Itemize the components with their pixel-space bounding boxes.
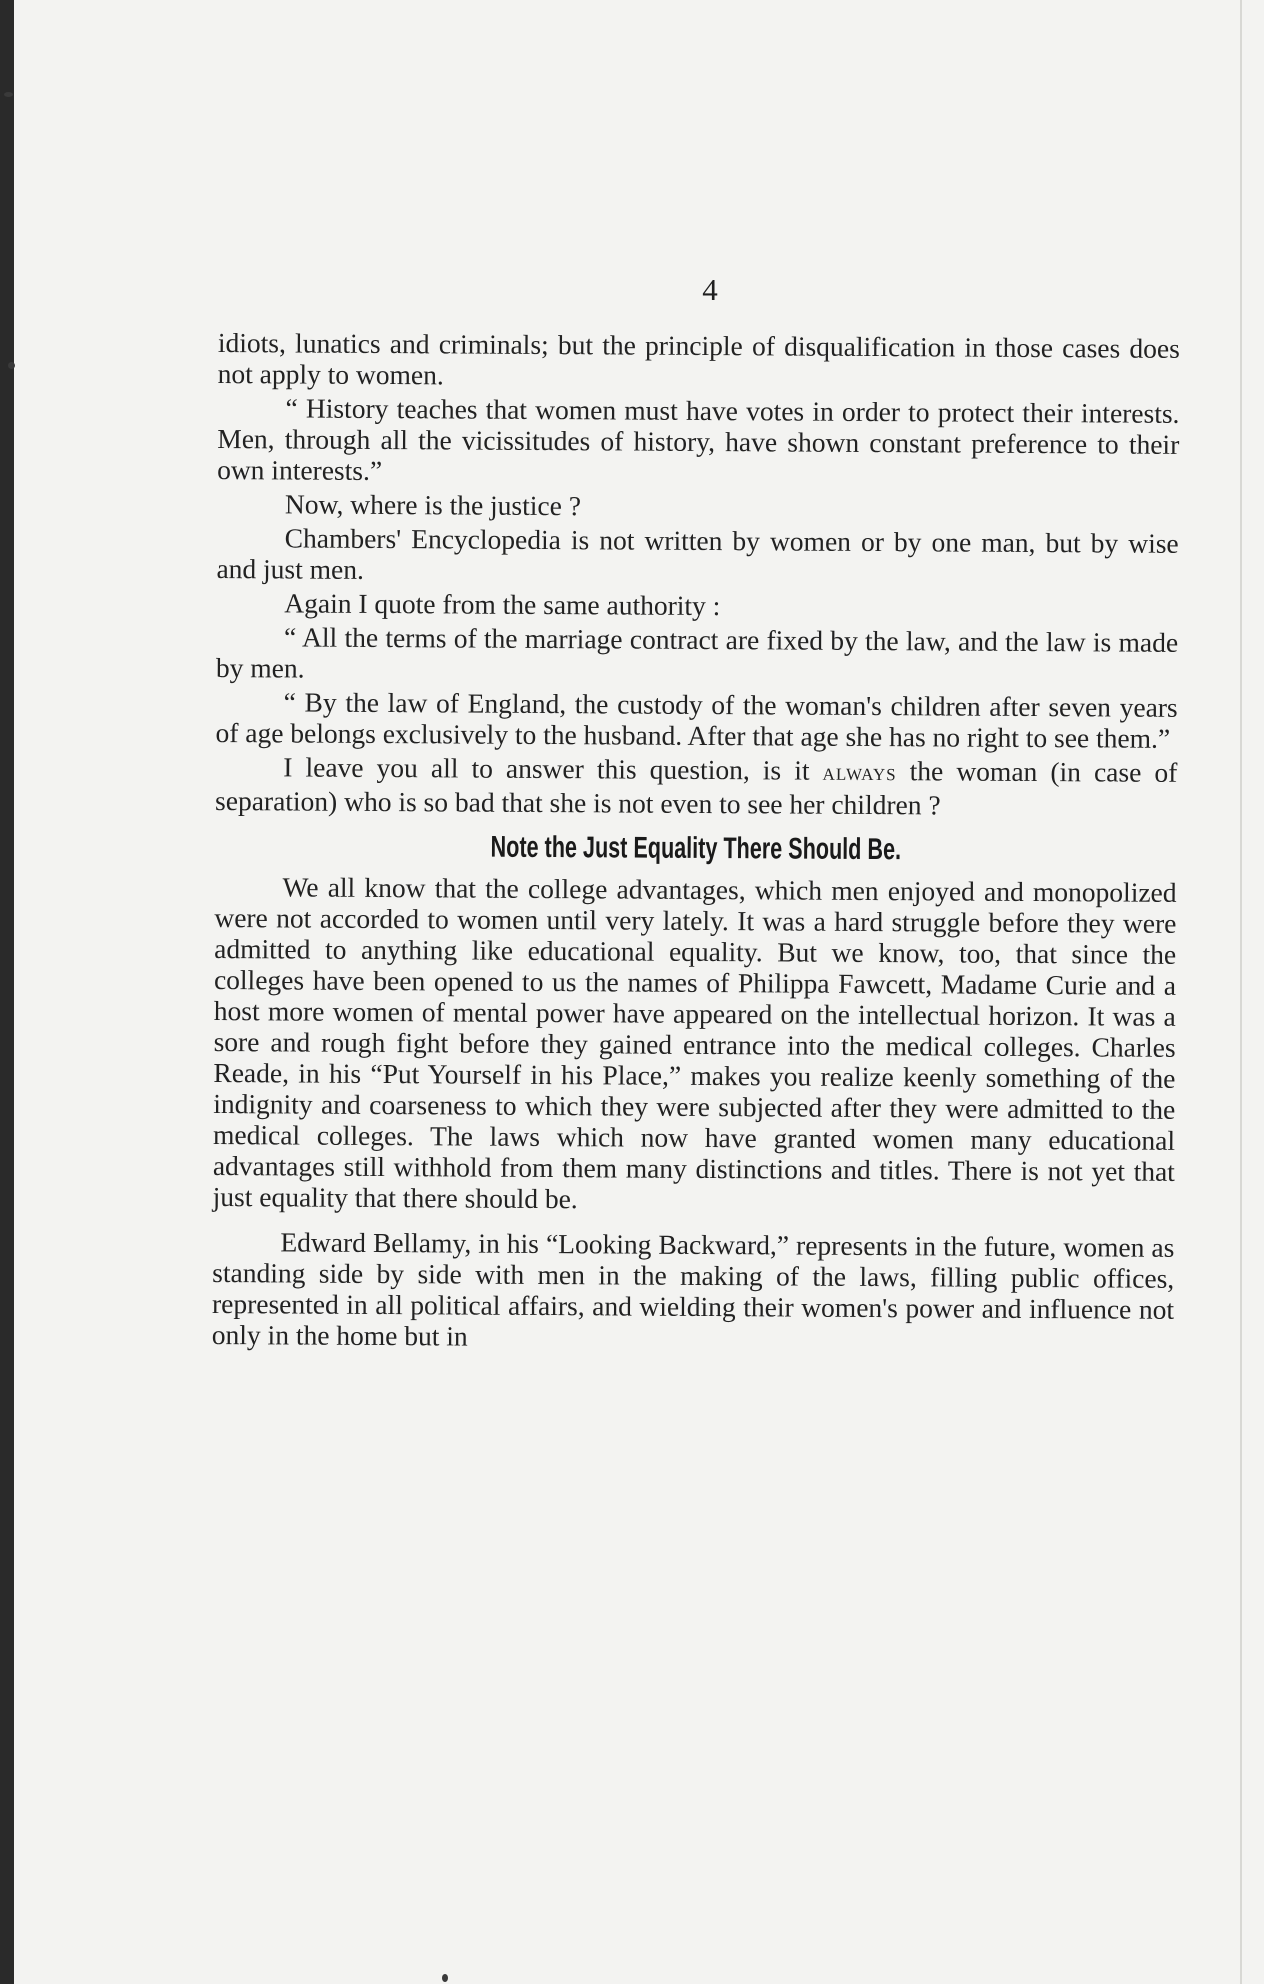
paragraph: Again I quote from the same authority : [284,587,721,622]
paragraph: “ By the law of England, the custody of the woman's children after seven years of age belongs exclusively to the husband. After that age she has no right to see them.” [215,686,1178,754]
section-heading: Note the Just Equality There Should Be. [490,830,902,867]
paragraph: We all know that the college advantages, which men enjoyed and monopolized were not accorded to women until very lately. It was a hard struggle before they were admitted to anything like educational equality. But we know, too, that since the colleges have been opened to us the names of Philippa Fawcett, Madame Curie and a host more women of mental power have appeared on the intellectual horizon. It was a sore and rough fight before they gained entrance into the medical colleges. Charles Reade, in his “Put Yourself in his Place,” makes you realize keenly something of the indignity and coarseness to which they were subjected after they were admitted to the medical colleges. The laws which now have granted women many educational advantages still withhold from them many distinctions and titles. There is not yet that just equality that there should be. [212,871,1177,1215]
paragraph: Chambers' Encyclopedia is not written by women or by one man, but by wise and just men. [216,522,1179,585]
paragraph: “ History teaches that women must have votes in order to protect their interests. Men, through all the vicissitudes of history, have shown constant preference to their own interests.” [217,392,1180,487]
paragraph: Edward Bellamy, in his “Looking Backward,” represents in the future, women as standing side by side with men in the making of the laws, filling public offices, represented in all political affairs, and wielding their women's power and influence not only in the home but in [211,1226,1175,1352]
page-number: 4 [702,272,718,307]
paragraph-text: the woman (in case of separation) who is so bad that she is not even to see her children ? [215,755,1178,821]
emphasis-word: always [822,759,897,787]
paragraph [215,751,1177,822]
paragraph: Now, where is the justice ? [284,488,582,522]
scan-mark [8,362,15,369]
scan-mark [4,92,13,97]
paragraph: “ All the terms of the marriage contract are fixed by the law, and the law is made by men. [215,621,1179,684]
scan-mark [442,1974,448,1982]
paragraph-text: I leave you all to answer this question, is it [283,751,810,786]
body-text [212,327,1180,1359]
paragraph: idiots, lunatics and criminals; but the principle of disqualification in those cases does not apply to women. [217,327,1180,391]
